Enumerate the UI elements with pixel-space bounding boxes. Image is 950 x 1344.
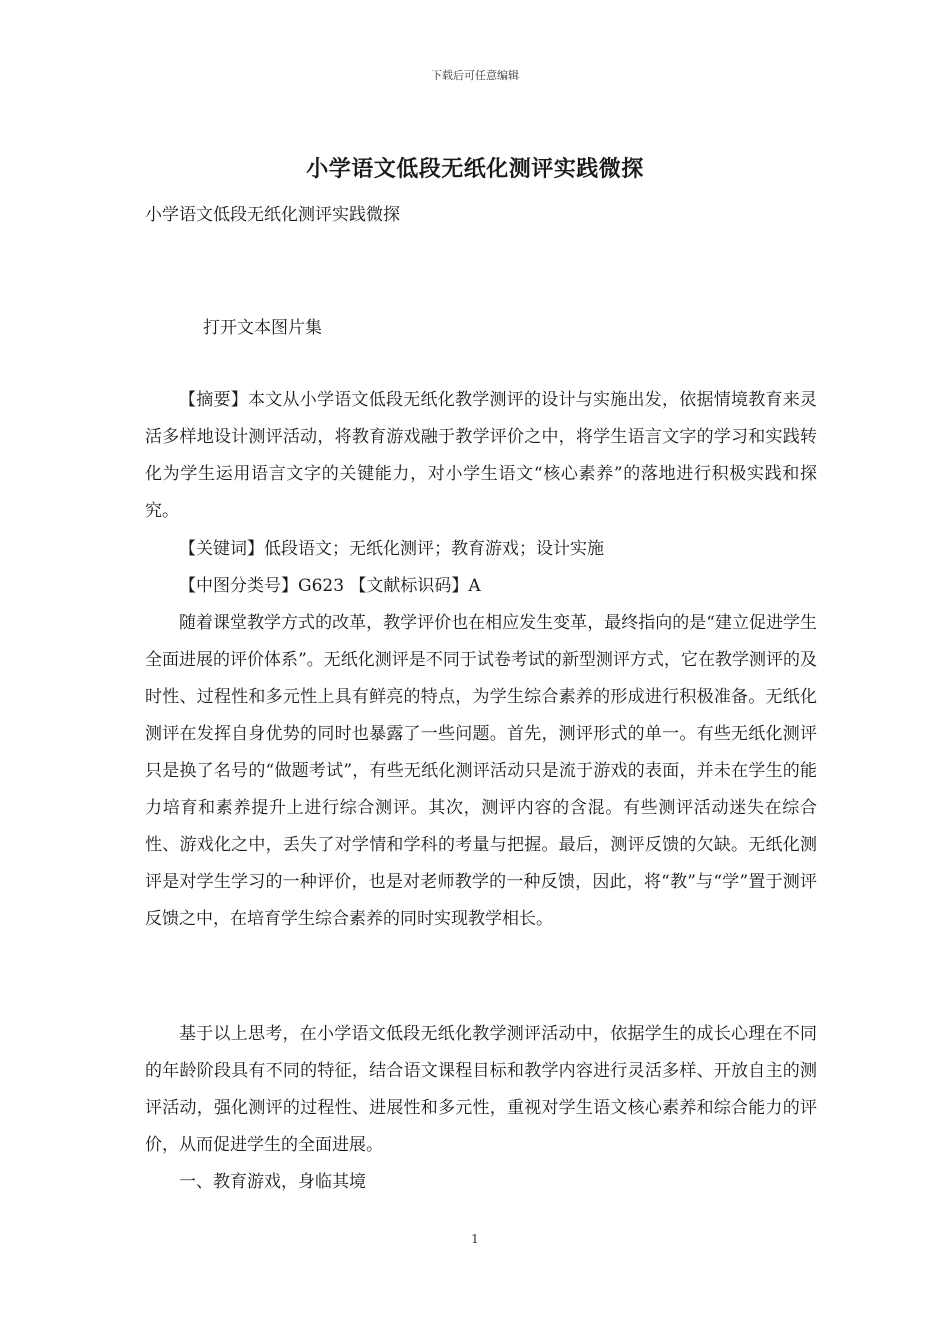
document-subtitle: 小学语文低段无纸化测评实践微探 <box>145 205 400 225</box>
section-heading: 一、教育游戏，身临其境 <box>179 1172 366 1192</box>
document-title: 小学语文低段无纸化测评实践微探 <box>306 156 644 182</box>
page-number: 1 <box>471 1232 479 1246</box>
keywords-block <box>145 531 817 568</box>
intro-paragraph: 随着课堂教学方式的改革，教学评价也在相应发生变革，最终指向的是“建立促进学生全面进展的评价体系”。无纸化测评是不同于试卷考试的新型测评方式，它在教学测评的及时性、过程性和多元性上具有鲜亮的特点，为学生综合素养的形成进行积极准备。无纸化测评在发挥自身优势的同时也暴露了一些问题。首先，测评形式的单一。有些无纸化测评只是换了名号的“做题考试”，有些无纸化测评活动只是流于游戏的表面，并未在学生的能力培育和素养提升上进行综合测评。其次，测评内容的含混。有些测评活动迷失在综合性、游戏化之中，丢失了对学情和学科的考量与把握。最后，测评反馈的欠缺。无纸化测评是对学生学习的一种评价，也是对老师教学的一种反馈，因此，将“教”与“学”置于测评反馈之中，在培育学生综合素养的同时实现教学相长。 <box>145 613 817 929</box>
second-block <box>145 1016 817 1164</box>
keywords-paragraph: 【关键词】低段语文；无纸化测评；教育游戏；设计实施 <box>179 539 604 559</box>
abstract-paragraph: 【摘要】本文从小学语文低段无纸化教学测评的设计与实施出发，依据情境教育来灵活多样地设计测评活动，将教育游戏融于教学评价之中，将学生语言文字的学习和实践转化为学生运用语言文字的关键能力，对小学生语文“核心素养”的落地进行积极实践和探究。 <box>145 390 817 521</box>
classification-block <box>145 568 817 605</box>
intro-block <box>145 605 817 938</box>
classification-paragraph: 【中图分类号】G623 【文献标识码】A <box>179 576 481 596</box>
second-paragraph: 基于以上思考，在小学语文低段无纸化教学测评活动中，依据学生的成长心理在不同的年龄阶段具有不同的特征，结合语文课程目标和教学内容进行灵活多样、开放自主的测评活动，强化测评的过程性、进展性和多元性，重视对学生语文核心素养和综合能力的评价，从而促进学生的全面进展。 <box>145 1024 817 1155</box>
section-heading-block <box>145 1164 817 1201</box>
abstract-block <box>145 382 817 530</box>
header-note: 下载后可任意编辑 <box>431 69 519 82</box>
open-image-set-link[interactable]: 打开文本图片集 <box>203 318 322 338</box>
